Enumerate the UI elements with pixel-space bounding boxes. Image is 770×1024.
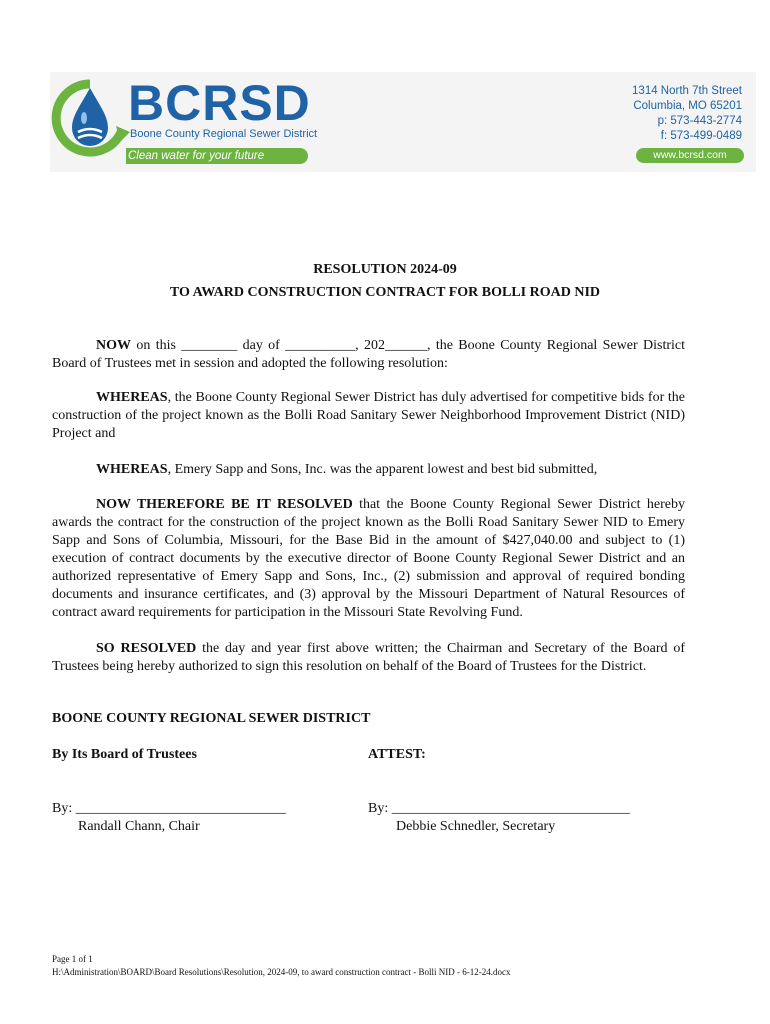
paragraph-whereas-1 <box>52 389 685 443</box>
address-block <box>632 84 742 144</box>
paragraph-text: on this ________ day of __________, 202______, the Boone County Regional Sewer District Board of Trustees met in session and adopted the following resolution: <box>52 338 685 371</box>
address-line-2: Columbia, MO 65201 <box>633 100 742 112</box>
chair-name: Randall Chann, Chair <box>78 819 200 834</box>
paragraph-lead: NOW THEREFORE BE IT RESOLVED <box>96 497 353 512</box>
phone: p: 573-443-2774 <box>657 115 742 127</box>
paragraph-so-resolved <box>52 640 685 676</box>
brand-name: BCRSD <box>128 75 311 131</box>
paragraph-lead: WHEREAS <box>96 390 168 405</box>
paragraph-whereas-2 <box>52 461 685 479</box>
paragraph-text: , the Boone County Regional Sewer District has duly advertised for competitive bids for the construction of the project known as the Bolli Road Sanitary Sewer Neighborhood Improvement District (NID) Project and <box>52 390 685 441</box>
org-name: Boone County Regional Sewer District <box>130 128 318 140</box>
fax: f: 573-499-0489 <box>660 130 742 142</box>
page-number: Page 1 of 1 <box>52 954 93 964</box>
paragraph-text: , Emery Sapp and Sons, Inc. was the apparent lowest and best bid submitted, <box>167 462 598 477</box>
attest-label: ATTEST: <box>368 747 426 762</box>
website-link[interactable]: www.bcrsd.com <box>636 148 744 163</box>
letterhead <box>50 72 756 172</box>
tagline: Clean water for your future <box>126 148 308 164</box>
by-board-label: By Its Board of Trustees <box>52 747 197 762</box>
paragraph-lead: SO RESOLVED <box>96 641 197 656</box>
secretary-signature-line: By: __________________________________ <box>368 801 630 816</box>
paragraph-text: that the Boone County Regional Sewer District hereby awards the contract for the construction of the project known as the Bolli Road Sanitary Sewer NID to Emery Sapp and Sons of Columbia, Missouri, for the Base Bid in the amount of $427,040.00 and subject to (1) execution of contract documents by the executive director of Boone County Regional Sewer District and an authorized representative of Emery Sapp and Sons, Inc., (2) submission and approval of required bonding documents and insurance certificates, and (3) approval by the Missouri Department of Natural Resources of contract award requirements for participation in the Missouri State Revolving Fund. <box>52 497 685 620</box>
paragraph-lead: WHEREAS <box>96 462 168 477</box>
secretary-name: Debbie Schnedler, Secretary <box>396 819 556 834</box>
address-line-1: 1314 North 7th Street <box>632 85 742 97</box>
paragraph-now <box>52 337 685 373</box>
chair-signature-line: By: ______________________________ <box>52 801 286 816</box>
resolution-number: RESOLUTION 2024-09 <box>313 262 457 277</box>
paragraph-resolved <box>52 496 685 622</box>
file-path: H:\Administration\BOARD\Board Resolutions\Resolution, 2024-09, to award construction contract - Bolli NID - 6-12-24.docx <box>52 967 511 977</box>
signature-org: BOONE COUNTY REGIONAL SEWER DISTRICT <box>52 711 371 726</box>
resolution-title: TO AWARD CONSTRUCTION CONTRACT FOR BOLLI ROAD NID <box>169 285 601 300</box>
bcrsd-logo-icon <box>50 74 130 170</box>
paragraph-lead: NOW <box>96 338 131 353</box>
paragraph-text: the day and year first above written; the Chairman and Secretary of the Board of Trustees being hereby authorized to sign this resolution on behalf of the Board of Trustees for the District. <box>52 641 685 674</box>
